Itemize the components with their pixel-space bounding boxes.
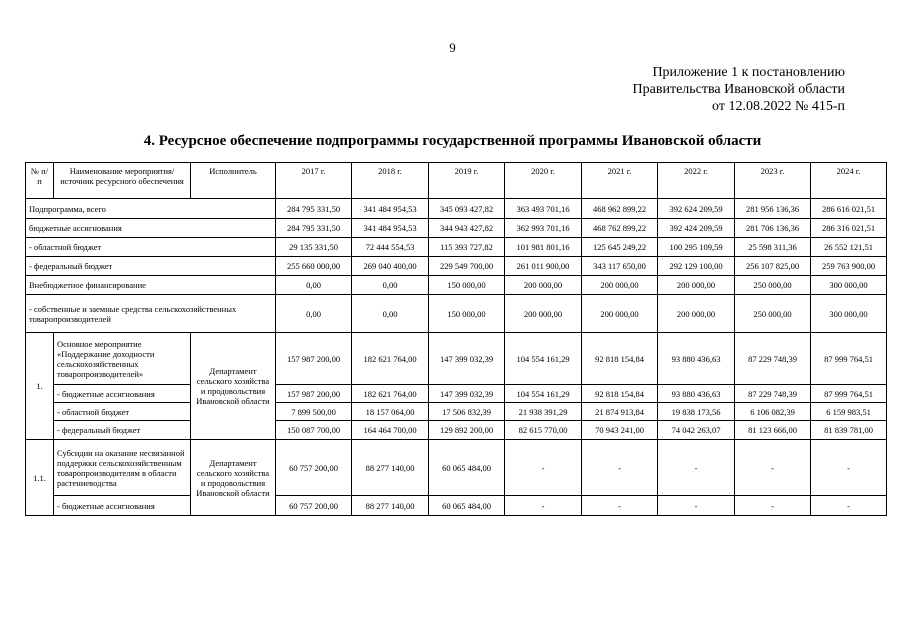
value-cell: 21 938 391,29 (505, 403, 582, 421)
value-cell: 286 616 021,51 (811, 199, 887, 219)
executor-cell: Департамент сельского хозяйства и продовольствия Ивановской области (191, 440, 276, 516)
value-cell: 147 399 032,39 (429, 385, 505, 403)
table-row (26, 333, 887, 385)
value-cell: 363 493 701,16 (505, 199, 582, 219)
value-cell: - (582, 496, 658, 516)
value-cell: 70 943 241,00 (582, 421, 658, 440)
value-cell: 200 000,00 (505, 295, 582, 333)
value-cell: - (582, 440, 658, 496)
value-cell: 93 880 436,63 (658, 333, 735, 385)
value-cell: 0,00 (352, 295, 429, 333)
annex-line-2: Правительства Ивановской области (632, 82, 845, 97)
row-label: Подпрограмма, всего (26, 199, 276, 219)
header-2018: 2018 г. (352, 163, 429, 199)
value-cell: 200 000,00 (658, 276, 735, 295)
table-row (26, 421, 887, 440)
row-label: - федеральный бюджет (26, 257, 276, 276)
row-label: - областной бюджет (26, 238, 276, 257)
value-cell: 87 229 748,39 (735, 385, 811, 403)
value-cell: 19 838 173,56 (658, 403, 735, 421)
value-cell: - (811, 440, 887, 496)
value-cell: 81 123 666,00 (735, 421, 811, 440)
value-cell: 182 621 764,00 (352, 333, 429, 385)
value-cell: 88 277 140,00 (352, 496, 429, 516)
value-cell: - (735, 440, 811, 496)
value-cell: 129 892 200,00 (429, 421, 505, 440)
value-cell: 88 277 140,00 (352, 440, 429, 496)
value-cell: 7 899 500,00 (276, 403, 352, 421)
row-label: - областной бюджет (54, 403, 191, 421)
value-cell: 60 757 200,00 (276, 440, 352, 496)
value-cell: 74 042 263,07 (658, 421, 735, 440)
value-cell: 259 763 900,00 (811, 257, 887, 276)
value-cell: 255 660 000,00 (276, 257, 352, 276)
value-cell: 250 000,00 (735, 295, 811, 333)
value-cell: 100 295 109,59 (658, 238, 735, 257)
header-2024: 2024 г. (811, 163, 887, 199)
value-cell: 60 757 200,00 (276, 496, 352, 516)
value-cell: 256 107 825,00 (735, 257, 811, 276)
value-cell: 157 987 200,00 (276, 333, 352, 385)
value-cell: 344 943 427,82 (429, 219, 505, 238)
table-row (26, 385, 887, 403)
value-cell: 200 000,00 (582, 295, 658, 333)
value-cell: 200 000,00 (505, 276, 582, 295)
value-cell: 0,00 (352, 276, 429, 295)
value-cell: 0,00 (276, 295, 352, 333)
value-cell: 281 706 136,36 (735, 219, 811, 238)
value-cell: 26 552 121,51 (811, 238, 887, 257)
value-cell: 300 000,00 (811, 276, 887, 295)
value-cell: 81 839 781,00 (811, 421, 887, 440)
value-cell: 125 645 249,22 (582, 238, 658, 257)
page-number: 9 (449, 40, 456, 55)
header-2022: 2022 г. (658, 163, 735, 199)
value-cell: 150 000,00 (429, 276, 505, 295)
value-cell: 341 484 954,53 (352, 199, 429, 219)
value-cell: 0,00 (276, 276, 352, 295)
value-cell: 6 106 082,39 (735, 403, 811, 421)
value-cell: 229 549 700,00 (429, 257, 505, 276)
value-cell: 18 157 064,00 (352, 403, 429, 421)
document-title: 4. Ресурсное обеспечение подпрограммы государственной программы Ивановской области (143, 133, 762, 149)
value-cell: 341 484 954,53 (352, 219, 429, 238)
executor-cell: Департамент сельского хозяйства и продовольствия Ивановской области (191, 333, 276, 440)
value-cell: 292 129 100,00 (658, 257, 735, 276)
header-name: Наименование мероприятия/ источник ресурсного обеспечения (54, 163, 191, 199)
value-cell: 82 615 770,00 (505, 421, 582, 440)
value-cell: - (505, 440, 582, 496)
section-index: 1. (26, 333, 54, 440)
value-cell: - (811, 496, 887, 516)
value-cell: 200 000,00 (658, 295, 735, 333)
value-cell: 286 316 021,51 (811, 219, 887, 238)
header-2019: 2019 г. (429, 163, 505, 199)
table-row (26, 257, 887, 276)
table-row (26, 199, 887, 219)
header-num: № п/п (26, 163, 54, 199)
value-cell: 468 762 899,22 (582, 219, 658, 238)
value-cell: 281 956 136,36 (735, 199, 811, 219)
value-cell: 60 065 484,00 (429, 496, 505, 516)
value-cell: 17 506 832,39 (429, 403, 505, 421)
value-cell: 468 962 899,22 (582, 199, 658, 219)
row-label: - собственные и заемные средства сельскохозяйственных товаропроизводителей (26, 295, 276, 333)
value-cell: 101 981 801,16 (505, 238, 582, 257)
value-cell: 200 000,00 (582, 276, 658, 295)
table-header-row (26, 163, 887, 199)
value-cell: 269 040 400,00 (352, 257, 429, 276)
value-cell: - (735, 496, 811, 516)
value-cell: 392 424 209,59 (658, 219, 735, 238)
value-cell: 87 999 764,51 (811, 333, 887, 385)
annex-block (633, 64, 845, 115)
annex-line-3: от 12.08.2022 № 415-п (712, 99, 845, 114)
value-cell: 150 087 700,00 (276, 421, 352, 440)
value-cell: - (658, 440, 735, 496)
header-2020: 2020 г. (505, 163, 582, 199)
value-cell: 392 624 209,59 (658, 199, 735, 219)
value-cell: 261 011 900,00 (505, 257, 582, 276)
table-row (26, 219, 887, 238)
row-label: бюджетные ассигнования (26, 219, 276, 238)
value-cell: 150 000,00 (429, 295, 505, 333)
value-cell: 250 000,00 (735, 276, 811, 295)
header-2021: 2021 г. (582, 163, 658, 199)
header-executor: Исполнитель (191, 163, 276, 199)
value-cell: 284 795 331,50 (276, 219, 352, 238)
value-cell: 345 093 427,82 (429, 199, 505, 219)
value-cell: 362 993 701,16 (505, 219, 582, 238)
value-cell: 72 444 554,53 (352, 238, 429, 257)
value-cell: 104 554 161,29 (505, 333, 582, 385)
table-row (26, 238, 887, 257)
value-cell: 21 874 913,84 (582, 403, 658, 421)
value-cell: 147 399 032,39 (429, 333, 505, 385)
value-cell: 6 159 983,51 (811, 403, 887, 421)
value-cell: 157 987 200,00 (276, 385, 352, 403)
value-cell: 87 229 748,39 (735, 333, 811, 385)
value-cell: 284 795 331,50 (276, 199, 352, 219)
value-cell: 92 818 154,84 (582, 333, 658, 385)
row-label: Основное мероприятие «Поддержание доходности сельскохозяйственных товаропроизводителей» (54, 333, 191, 385)
annex-line-1: Приложение 1 к постановлению (652, 65, 845, 80)
value-cell: 25 598 311,36 (735, 238, 811, 257)
value-cell: 164 464 700,00 (352, 421, 429, 440)
row-label: Внебюджетное финансирование (26, 276, 276, 295)
value-cell: 93 880 436,63 (658, 385, 735, 403)
value-cell: 60 065 484,00 (429, 440, 505, 496)
value-cell: 87 999 764,51 (811, 385, 887, 403)
table-row (26, 496, 887, 516)
table-row (26, 403, 887, 421)
section-index: 1.1. (26, 440, 54, 516)
value-cell: - (658, 496, 735, 516)
header-2023: 2023 г. (735, 163, 811, 199)
row-label: - бюджетные ассигнования (54, 385, 191, 403)
value-cell: 115 393 727,82 (429, 238, 505, 257)
table-row (26, 276, 887, 295)
value-cell: 300 000,00 (811, 295, 887, 333)
value-cell: 343 117 650,00 (582, 257, 658, 276)
value-cell: - (505, 496, 582, 516)
row-label: - федеральный бюджет (54, 421, 191, 440)
table-row (26, 440, 887, 496)
resource-table (25, 162, 887, 516)
row-label: Субсидии на оказание несвязанной поддержки сельскохозяйственным товаропроизводителям в области растениеводства (54, 440, 191, 496)
value-cell: 29 135 331,50 (276, 238, 352, 257)
table-row (26, 295, 887, 333)
header-2017: 2017 г. (276, 163, 352, 199)
row-label: - бюджетные ассигнования (54, 496, 191, 516)
value-cell: 104 554 161,29 (505, 385, 582, 403)
value-cell: 92 818 154,84 (582, 385, 658, 403)
value-cell: 182 621 764,00 (352, 385, 429, 403)
